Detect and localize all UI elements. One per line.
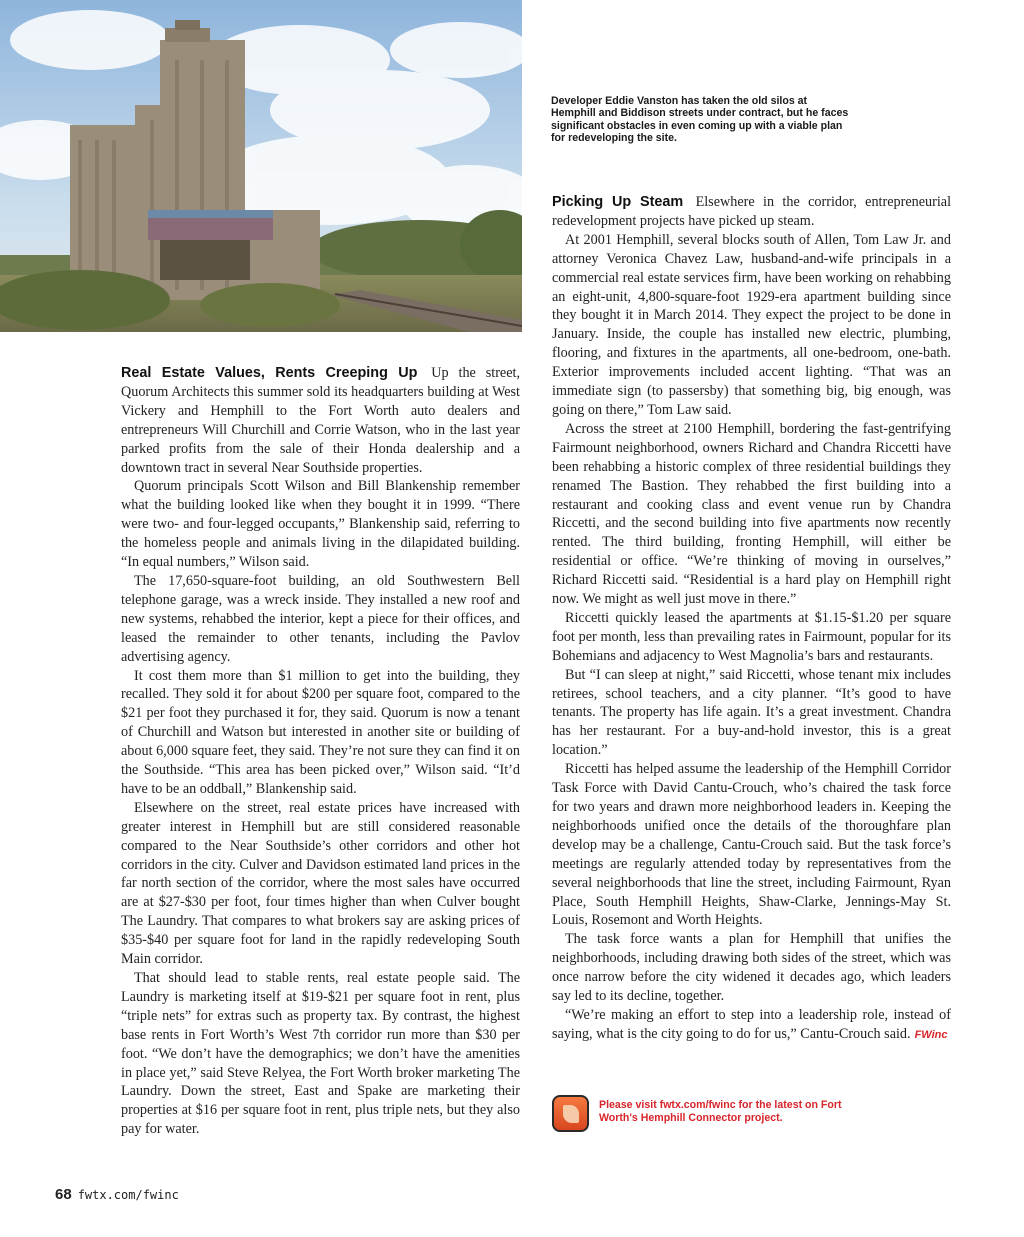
- promo-link-text[interactable]: Please visit fwtx.com/fwinc for the latest on Fort Worth's Hemphill Connector project.: [599, 1099, 842, 1124]
- app-icon: [552, 1095, 589, 1132]
- paragraph: At 2001 Hemphill, several blocks south of Allen, Tom Law Jr. and attorney Veronica Chavez Law, husband-and-wife principals in a commercial real estate services firm, have been working on rehabbing an eight-unit, 4,800-square-foot 1929-era apartment building since they bought it in March 2014. They expect the project to be done in January. Inside, the couple has installed new electric, plumbing, flooring, and fixtures in the apartments, all one-bedroom, one-bath. Exterior improvements included accent lighting. “That was an immediate sign (to passersby) that something big, big enough, was going on there,” Tom Law said.: [552, 231, 951, 418]
- paragraph: The 17,650-square-foot building, an old Southwestern Bell telephone garage, was a wreck inside. They installed a new roof and new systems, rehabbed the interior, kept a piece for their offices, and leased the remainder to other tenants, including the Pavlov advertising agency.: [121, 572, 520, 665]
- paragraph: Across the street at 2100 Hemphill, bordering the fast-gentrifying Fairmount neighborhood, owners Richard and Chandra Riccetti have been rehabbing a historic complex of three residential buildings they renamed The Bastion. They rehabbed the first building into a restaurant and cooking class and event venue run by Chandra Riccetti, and the second building into five apartments now recently rented. The third building, fronting Hemphill, will either be residential or office. “We’re thinking of moving in ourselves,” Richard Riccetti said. “Residential is a hard play on Hemphill right now. We might as well just move in there.”: [552, 420, 951, 608]
- paragraph-text: Elsewhere in the corridor, entrepreneurial redevelopment projects have picked up steam.: [552, 194, 952, 229]
- paragraph: That should lead to stable rents, real estate people said. The Laundry is marketing itself at $19-$21 per square foot in rent, plus “triple nets” for extras such as property tax. By contrast, the highest base rents in Fort Worth’s West 7th corridor run more than $30 per foot. “We don’t have the demographics; we don’t have the amenities in place yet,” said Steve Relyea, the Fort Worth broker marketing The Laundry. Down the street, East and Spake are marketing their properties at $16 per square foot in rent, plus triple nets, but they also pay for water.: [121, 970, 520, 1138]
- paragraph: [552, 1006, 951, 1045]
- right-column: [552, 193, 951, 1045]
- paragraph: Elsewhere on the street, real estate prices have increased with greater interest in Hemphill but are still considered reasonable compared to the Near Southside’s other corridors and other hot corridors in the city. Culver and Davidson estimated land prices in the far north section of the corridor, where the most sales have occurred are at $27-$30 per foot, four times higher than when Culver bought The Laundry. That compares to what brokers say are asking prices of $35-$40 per square foot for land in the rapidly redeveloping South Main corridor.: [121, 799, 520, 968]
- left-column: [121, 364, 520, 1139]
- paragraph-text: “We’re making an effort to step into a leadership role, instead of saying, what is the city going to do for us,” Cantu-Crouch said.: [552, 1006, 951, 1042]
- photo-caption: Developer Eddie Vanston has taken the old silos at Hemphill and Biddison streets under contract, but he faces significant obstacles in even coming up with a viable plan for redeveloping the site.: [551, 95, 849, 145]
- paragraph: [552, 193, 951, 231]
- page-number: 68: [55, 1186, 72, 1203]
- section-heading: Picking Up Steam: [552, 194, 684, 210]
- web-promo[interactable]: [552, 1095, 872, 1135]
- section-heading: Real Estate Values, Rents Creeping Up: [121, 365, 418, 381]
- paragraph: It cost them more than $1 million to get into the building, they recalled. They sold it for about $200 per square foot, compared to the $21 per foot they purchased it for, they said. Quorum is now a tenant of Churchill and Watson but interested in another site or building of about 6,000 square feet, they said. They’re not sure they can find it on the Southside. “This area has been picked over,” Wilson said. “It’d have to be an oddball,” Blankenship said.: [121, 667, 520, 797]
- paragraph: Riccetti quickly leased the apartments at $1.15-$1.20 per square foot per month, less than prevailing rates in Fairmount, popular for its Bohemians and adjacency to West Magnolia’s bars and restaurants.: [552, 609, 951, 664]
- paragraph: The task force wants a plan for Hemphill that unifies the neighborhoods, including drawing both sides of the street, which was once narrow before the city widened it decades ago, which leaders say led to its decline, together.: [552, 931, 951, 1005]
- paragraph: Riccetti has helped assume the leadership of the Hemphill Corridor Task Force with David Cantu-Crouch, who’s chaired the task force for two years and drawn more neighborhood leaders in. Keeping the neighborhoods unified once the details of the thoroughfare plan develop may be a challenge, Cantu-Crouch said. But the task force’s meetings are regularly attended today by representatives from the several neighborhoods that line the street, including Fairmount, Ryan Place, South Hemphill Heights, Shaw-Clarke, Jennings-May St. Louis, Rosemont and Worth Heights.: [552, 761, 951, 929]
- silos-photo: [0, 0, 522, 332]
- paragraph: [121, 364, 520, 477]
- footer-url[interactable]: fwtx.com/fwinc: [77, 1188, 179, 1202]
- end-mark-logo: FWinc: [914, 1028, 948, 1041]
- page-footer: [55, 1186, 179, 1203]
- paragraph: But “I can sleep at night,” said Riccetti, whose tenant mix includes retirees, school teachers, and a city planner. “It’s good to have tenants. The property has life again. It’s a great investment. Chandra has her restaurant. For a buy-and-hold investor, this is a great location.”: [552, 666, 951, 759]
- silos-illustration: [0, 0, 522, 332]
- paragraph-text: Up the street, Quorum Architects this summer sold its headquarters building at West Vickery and Hemphill to the Fort Worth auto dealers and entrepreneurs Will Churchill and Corrie Watson, who in the last year parked profits from the sale of their Honda dealership and a downtown tract in several Near Southside properties.: [121, 365, 521, 476]
- paragraph: Quorum principals Scott Wilson and Bill Blankenship remember what the building looked like when they bought it in 1999. “There were two- and four-legged occupants,” Blankenship said, referring to the homeless people and animals living in the dilapidated building. “In equal numbers,” Wilson said.: [121, 478, 520, 571]
- leaf-icon: [563, 1105, 579, 1123]
